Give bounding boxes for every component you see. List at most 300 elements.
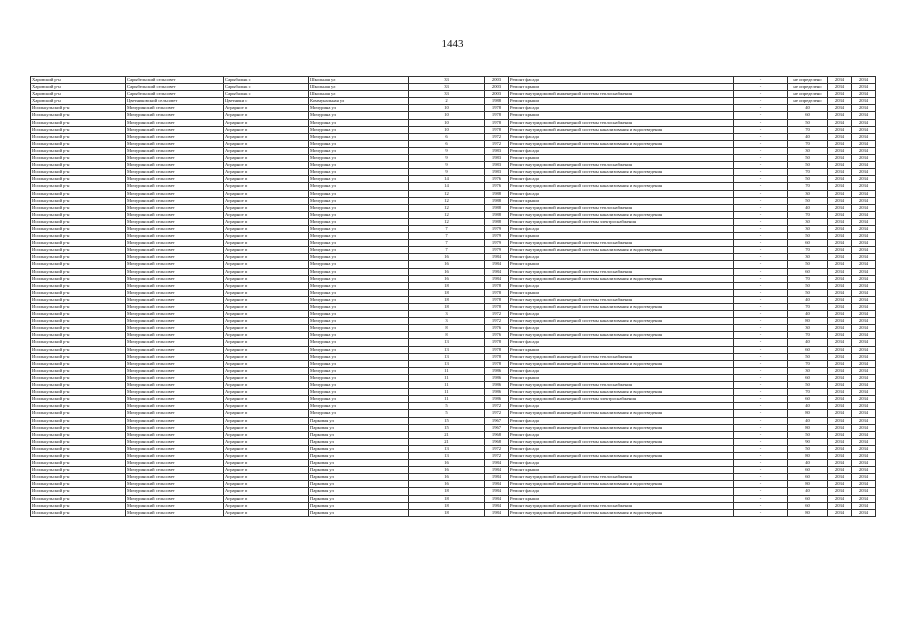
cost-cell: 50 [788,233,828,240]
settlement-council-cell: Мичуринский сельсовет [126,218,224,225]
year-built-cell: 1976 [485,176,509,183]
end-year-cell: 2034 [852,77,876,84]
year-built-cell: 1978 [485,304,509,311]
end-year-cell: 2034 [852,311,876,318]
start-year-cell: 2034 [828,445,852,452]
dash-cell: - [734,318,788,325]
start-year-cell: 2034 [828,119,852,126]
work-type-cell: Ремонт внутридомовой инженерной системы канализования и водоотведения [509,410,734,417]
cost-cell: 40 [788,296,828,303]
street-cell: Мичурина ул [309,360,409,367]
end-year-cell: 2034 [852,254,876,261]
house-number-cell: 8 [409,332,485,339]
end-year-cell: 2034 [852,304,876,311]
cost-cell: 60 [788,467,828,474]
year-built-cell: 1967 [485,424,509,431]
settlement-council-cell: Мичуринский сельсовет [126,339,224,346]
cost-cell: 30 [788,254,828,261]
house-number-cell: 12 [409,204,485,211]
locality-cell: Аграрное п [224,424,309,431]
year-built-cell: 1988 [485,204,509,211]
settlement-council-cell: Мичуринский сельсовет [126,304,224,311]
dash-cell: - [734,339,788,346]
street-cell: Школьная ул [309,84,409,91]
year-built-cell: 1976 [485,325,509,332]
work-type-cell: Ремонт крыши [509,495,734,502]
table-row [31,98,876,105]
district-cell: Исилькульский р-н [31,169,126,176]
street-cell: Парковая ул [309,438,409,445]
district-cell: Исилькульский р-н [31,311,126,318]
settlement-council-cell: Мичуринский сельсовет [126,396,224,403]
end-year-cell: 2034 [852,197,876,204]
start-year-cell: 2034 [828,169,852,176]
work-type-cell: Ремонт фасада [509,367,734,374]
locality-cell: Аграрное п [224,481,309,488]
district-cell: Исилькульский р-н [31,495,126,502]
work-type-cell: Ремонт внутридомовой инженерной системы канализования и водоотведения [509,211,734,218]
work-type-cell: Ремонт внутридомовой инженерной системы теплоснабжения [509,353,734,360]
cost-cell: 50 [788,431,828,438]
district-cell: Исилькульский р-н [31,382,126,389]
district-cell: Исилькульский р-н [31,155,126,162]
district-cell: Исилькульский р-н [31,325,126,332]
end-year-cell: 2034 [852,332,876,339]
settlement-council-cell: Мичуринский сельсовет [126,176,224,183]
end-year-cell: 2034 [852,502,876,509]
end-year-cell: 2034 [852,353,876,360]
cost-cell: 80 [788,318,828,325]
locality-cell: Аграрное п [224,190,309,197]
year-built-cell: 1972 [485,318,509,325]
street-cell: Мичурина ул [309,162,409,169]
cost-cell: 70 [788,304,828,311]
settlement-council-cell: Мичуринский сельсовет [126,233,224,240]
start-year-cell: 2034 [828,98,852,105]
locality-cell: Сарыбалык с [224,84,309,91]
table-row [31,304,876,311]
table-row [31,197,876,204]
end-year-cell: 2034 [852,119,876,126]
table-row [31,247,876,254]
start-year-cell: 2034 [828,225,852,232]
dash-cell: - [734,311,788,318]
table-row [31,325,876,332]
end-year-cell: 2034 [852,374,876,381]
year-built-cell: 1984 [485,467,509,474]
start-year-cell: 2034 [828,374,852,381]
district-cell: Исилькульский р-н [31,133,126,140]
locality-cell: Аграрное п [224,410,309,417]
end-year-cell: 2034 [852,176,876,183]
locality-cell: Аграрное п [224,225,309,232]
dash-cell: - [734,126,788,133]
dash-cell: - [734,509,788,516]
locality-cell: Аграрное п [224,304,309,311]
year-built-cell: 1984 [485,474,509,481]
table-row [31,318,876,325]
start-year-cell: 2034 [828,382,852,389]
table-row [31,417,876,424]
house-number-cell: 11 [409,382,485,389]
year-built-cell: 1972 [485,140,509,147]
year-built-cell: 1978 [485,360,509,367]
locality-cell: Аграрное п [224,169,309,176]
end-year-cell: 2034 [852,481,876,488]
settlement-council-cell: Мичуринский сельсовет [126,488,224,495]
start-year-cell: 2034 [828,318,852,325]
house-number-cell: 9 [409,169,485,176]
settlement-council-cell: Цветниковский сельсовет [126,98,224,105]
work-type-cell: Ремонт фасада [509,77,734,84]
start-year-cell: 2034 [828,84,852,91]
district-cell: Исилькульский р-н [31,417,126,424]
street-cell: Парковая ул [309,467,409,474]
district-cell: Харовский р-н [31,98,126,105]
year-built-cell: 2003 [485,84,509,91]
end-year-cell: 2034 [852,339,876,346]
settlement-council-cell: Мичуринский сельсовет [126,389,224,396]
locality-cell: Аграрное п [224,133,309,140]
street-cell: Парковая ул [309,495,409,502]
year-built-cell: 1978 [485,296,509,303]
house-number-cell: 7 [409,225,485,232]
house-number-cell: 12 [409,197,485,204]
street-cell: Мичурина ул [309,211,409,218]
table-row [31,502,876,509]
street-cell: Мичурина ул [309,190,409,197]
locality-cell: Аграрное п [224,162,309,169]
house-number-cell: 13 [409,452,485,459]
end-year-cell: 2034 [852,105,876,112]
end-year-cell: 2034 [852,460,876,467]
start-year-cell: 2034 [828,467,852,474]
district-cell: Исилькульский р-н [31,254,126,261]
work-type-cell: Ремонт фасада [509,190,734,197]
house-number-cell: 18 [409,495,485,502]
district-cell: Исилькульский р-н [31,147,126,154]
end-year-cell: 2034 [852,162,876,169]
year-built-cell: 1983 [485,147,509,154]
work-type-cell: Ремонт фасада [509,431,734,438]
locality-cell: Аграрное п [224,233,309,240]
house-number-cell: 11 [409,367,485,374]
settlement-council-cell: Мичуринский сельсовет [126,367,224,374]
settlement-council-cell: Мичуринский сельсовет [126,438,224,445]
start-year-cell: 2034 [828,452,852,459]
dash-cell: - [734,169,788,176]
year-built-cell: 1983 [485,162,509,169]
start-year-cell: 2034 [828,488,852,495]
district-cell: Исилькульский р-н [31,162,126,169]
house-number-cell: 11 [409,389,485,396]
settlement-council-cell: Мичуринский сельсовет [126,403,224,410]
cost-cell: 80 [788,410,828,417]
settlement-council-cell: Мичуринский сельсовет [126,247,224,254]
start-year-cell: 2034 [828,289,852,296]
locality-cell: Аграрное п [224,325,309,332]
dash-cell: - [734,119,788,126]
work-type-cell: Ремонт крыши [509,467,734,474]
work-type-cell: Ремонт внутридомовой инженерной системы канализования и водоотведения [509,304,734,311]
house-number-cell: 8 [409,325,485,332]
table-row [31,105,876,112]
locality-cell: Аграрное п [224,417,309,424]
start-year-cell: 2034 [828,304,852,311]
settlement-council-cell: Мичуринский сельсовет [126,311,224,318]
table-row [31,509,876,516]
settlement-council-cell: Мичуринский сельсовет [126,190,224,197]
cost-cell: 30 [788,218,828,225]
locality-cell: Аграрное п [224,119,309,126]
start-year-cell: 2034 [828,325,852,332]
end-year-cell: 2034 [852,240,876,247]
dash-cell: - [734,218,788,225]
settlement-council-cell: Мичуринский сельсовет [126,289,224,296]
district-cell: Исилькульский р-н [31,183,126,190]
year-built-cell: 1986 [485,382,509,389]
locality-cell: Аграрное п [224,140,309,147]
dash-cell: - [734,133,788,140]
locality-cell: Аграрное п [224,488,309,495]
district-cell: Исилькульский р-н [31,282,126,289]
district-cell: Исилькульский р-н [31,339,126,346]
start-year-cell: 2034 [828,346,852,353]
district-cell: Исилькульский р-н [31,190,126,197]
table-row [31,396,876,403]
settlement-council-cell: Мичуринский сельсовет [126,105,224,112]
locality-cell: Аграрное п [224,211,309,218]
dash-cell: - [734,183,788,190]
year-built-cell: 1983 [485,155,509,162]
end-year-cell: 2034 [852,218,876,225]
dash-cell: - [734,197,788,204]
start-year-cell: 2034 [828,403,852,410]
start-year-cell: 2034 [828,254,852,261]
house-number-cell: 10 [409,126,485,133]
street-cell: Парковая ул [309,417,409,424]
cost-cell: 30 [788,367,828,374]
cost-cell: 60 [788,112,828,119]
table-row [31,77,876,84]
cost-cell: 70 [788,211,828,218]
table-row [31,155,876,162]
work-type-cell: Ремонт крыши [509,155,734,162]
street-cell: Мичурина ул [309,389,409,396]
start-year-cell: 2034 [828,481,852,488]
work-type-cell: Ремонт внутридомовой инженерной системы теплоснабжения [509,204,734,211]
locality-cell: Аграрное п [224,176,309,183]
table-row [31,346,876,353]
start-year-cell: 2034 [828,126,852,133]
start-year-cell: 2034 [828,197,852,204]
start-year-cell: 2034 [828,360,852,367]
work-type-cell: Ремонт внутридомовой инженерной системы канализования и водоотведения [509,140,734,147]
dash-cell: - [734,282,788,289]
table-row [31,140,876,147]
cost-cell: 50 [788,282,828,289]
table-row [31,275,876,282]
locality-cell: Аграрное п [224,147,309,154]
street-cell: Парковая ул [309,460,409,467]
year-built-cell: 1988 [485,197,509,204]
settlement-council-cell: Мичуринский сельсовет [126,346,224,353]
cost-cell: 70 [788,247,828,254]
end-year-cell: 2034 [852,204,876,211]
table-row [31,268,876,275]
district-cell: Исилькульский р-н [31,240,126,247]
street-cell: Мичурина ул [309,169,409,176]
year-built-cell: 2003 [485,77,509,84]
house-number-cell: 7 [409,240,485,247]
end-year-cell: 2034 [852,509,876,516]
year-built-cell: 1988 [485,190,509,197]
work-type-cell: Ремонт фасада [509,282,734,289]
year-built-cell: 1984 [485,488,509,495]
cost-cell: 50 [788,155,828,162]
work-type-cell: Ремонт внутридомовой инженерной системы канализования и водоотведения [509,389,734,396]
street-cell: Мичурина ул [309,374,409,381]
district-cell: Исилькульский р-н [31,474,126,481]
year-built-cell: 1984 [485,502,509,509]
street-cell: Мичурина ул [309,403,409,410]
house-number-cell: 11 [409,396,485,403]
dash-cell: - [734,410,788,417]
cost-cell: 50 [788,119,828,126]
end-year-cell: 2034 [852,133,876,140]
start-year-cell: 2034 [828,474,852,481]
work-type-cell: Ремонт внутридомовой инженерной системы теплоснабжения [509,268,734,275]
locality-cell: Аграрное п [224,289,309,296]
locality-cell: Аграрное п [224,339,309,346]
dash-cell: - [734,275,788,282]
year-built-cell: 1978 [485,353,509,360]
dash-cell: - [734,84,788,91]
work-type-cell: Ремонт внутридомовой инженерной системы канализования и водоотведения [509,481,734,488]
house-number-cell: 9 [409,155,485,162]
cost-cell: 60 [788,374,828,381]
street-cell: Мичурина ул [309,233,409,240]
end-year-cell: 2034 [852,396,876,403]
street-cell: Мичурина ул [309,176,409,183]
start-year-cell: 2034 [828,162,852,169]
year-built-cell: 1988 [485,218,509,225]
house-number-cell: 15 [409,424,485,431]
dash-cell: - [734,481,788,488]
cost-cell: 60 [788,495,828,502]
year-built-cell: 1978 [485,282,509,289]
year-built-cell: 1967 [485,417,509,424]
start-year-cell: 2034 [828,211,852,218]
dash-cell: - [734,346,788,353]
house-number-cell: 16 [409,481,485,488]
start-year-cell: 2034 [828,233,852,240]
settlement-council-cell: Мичуринский сельсовет [126,183,224,190]
district-cell: Харовский р-н [31,77,126,84]
district-cell: Исилькульский р-н [31,452,126,459]
locality-cell: Аграрное п [224,204,309,211]
cost-cell: 50 [788,261,828,268]
table-row [31,282,876,289]
end-year-cell: 2034 [852,382,876,389]
locality-cell: Аграрное п [224,452,309,459]
work-type-cell: Ремонт внутридомовой инженерной системы канализования и водоотведения [509,126,734,133]
house-number-cell: 33 [409,84,485,91]
table-row [31,240,876,247]
end-year-cell: 2034 [852,225,876,232]
street-cell: Мичурина ул [309,261,409,268]
dash-cell: - [734,367,788,374]
end-year-cell: 2034 [852,325,876,332]
table-row [31,126,876,133]
house-number-cell: 13 [409,339,485,346]
house-number-cell: 13 [409,353,485,360]
locality-cell: Аграрное п [224,382,309,389]
dash-cell: - [734,155,788,162]
year-built-cell: 1988 [485,211,509,218]
table-row [31,481,876,488]
dash-cell: - [734,162,788,169]
house-number-cell: 33 [409,91,485,98]
street-cell: Мичурина ул [309,367,409,374]
table-row [31,133,876,140]
district-cell: Исилькульский р-н [31,247,126,254]
cost-cell: не определено [788,77,828,84]
street-cell: Мичурина ул [309,126,409,133]
house-number-cell: 16 [409,254,485,261]
year-built-cell: 1988 [485,98,509,105]
end-year-cell: 2034 [852,91,876,98]
street-cell: Школьная ул [309,77,409,84]
dash-cell: - [734,296,788,303]
settlement-council-cell: Мичуринский сельсовет [126,119,224,126]
settlement-council-cell: Мичуринский сельсовет [126,374,224,381]
year-built-cell: 1984 [485,254,509,261]
work-type-cell: Ремонт внутридомовой инженерной системы канализования и водоотведения [509,509,734,516]
cost-cell: 40 [788,488,828,495]
house-number-cell: 16 [409,261,485,268]
table-row [31,452,876,459]
district-cell: Исилькульский р-н [31,105,126,112]
table-row [31,261,876,268]
work-type-cell: Ремонт внутридомовой инженерной системы канализования и водоотведения [509,452,734,459]
start-year-cell: 2034 [828,502,852,509]
district-cell: Исилькульский р-н [31,481,126,488]
work-type-cell: Ремонт крыши [509,112,734,119]
start-year-cell: 2034 [828,183,852,190]
house-number-cell: 16 [409,474,485,481]
dash-cell: - [734,105,788,112]
table-row [31,474,876,481]
year-built-cell: 1984 [485,275,509,282]
table-row [31,176,876,183]
house-number-cell: 10 [409,119,485,126]
table-row [31,353,876,360]
table-row [31,254,876,261]
dash-cell: - [734,91,788,98]
district-cell: Исилькульский р-н [31,396,126,403]
dash-cell: - [734,488,788,495]
district-cell: Исилькульский р-н [31,438,126,445]
work-type-cell: Ремонт внутридомовой инженерной системы канализования и водоотведения [509,318,734,325]
cost-cell: 70 [788,275,828,282]
cost-cell: 60 [788,502,828,509]
cost-cell: 50 [788,353,828,360]
end-year-cell: 2034 [852,289,876,296]
cost-cell: 50 [788,176,828,183]
start-year-cell: 2034 [828,240,852,247]
work-type-cell: Ремонт фасада [509,147,734,154]
